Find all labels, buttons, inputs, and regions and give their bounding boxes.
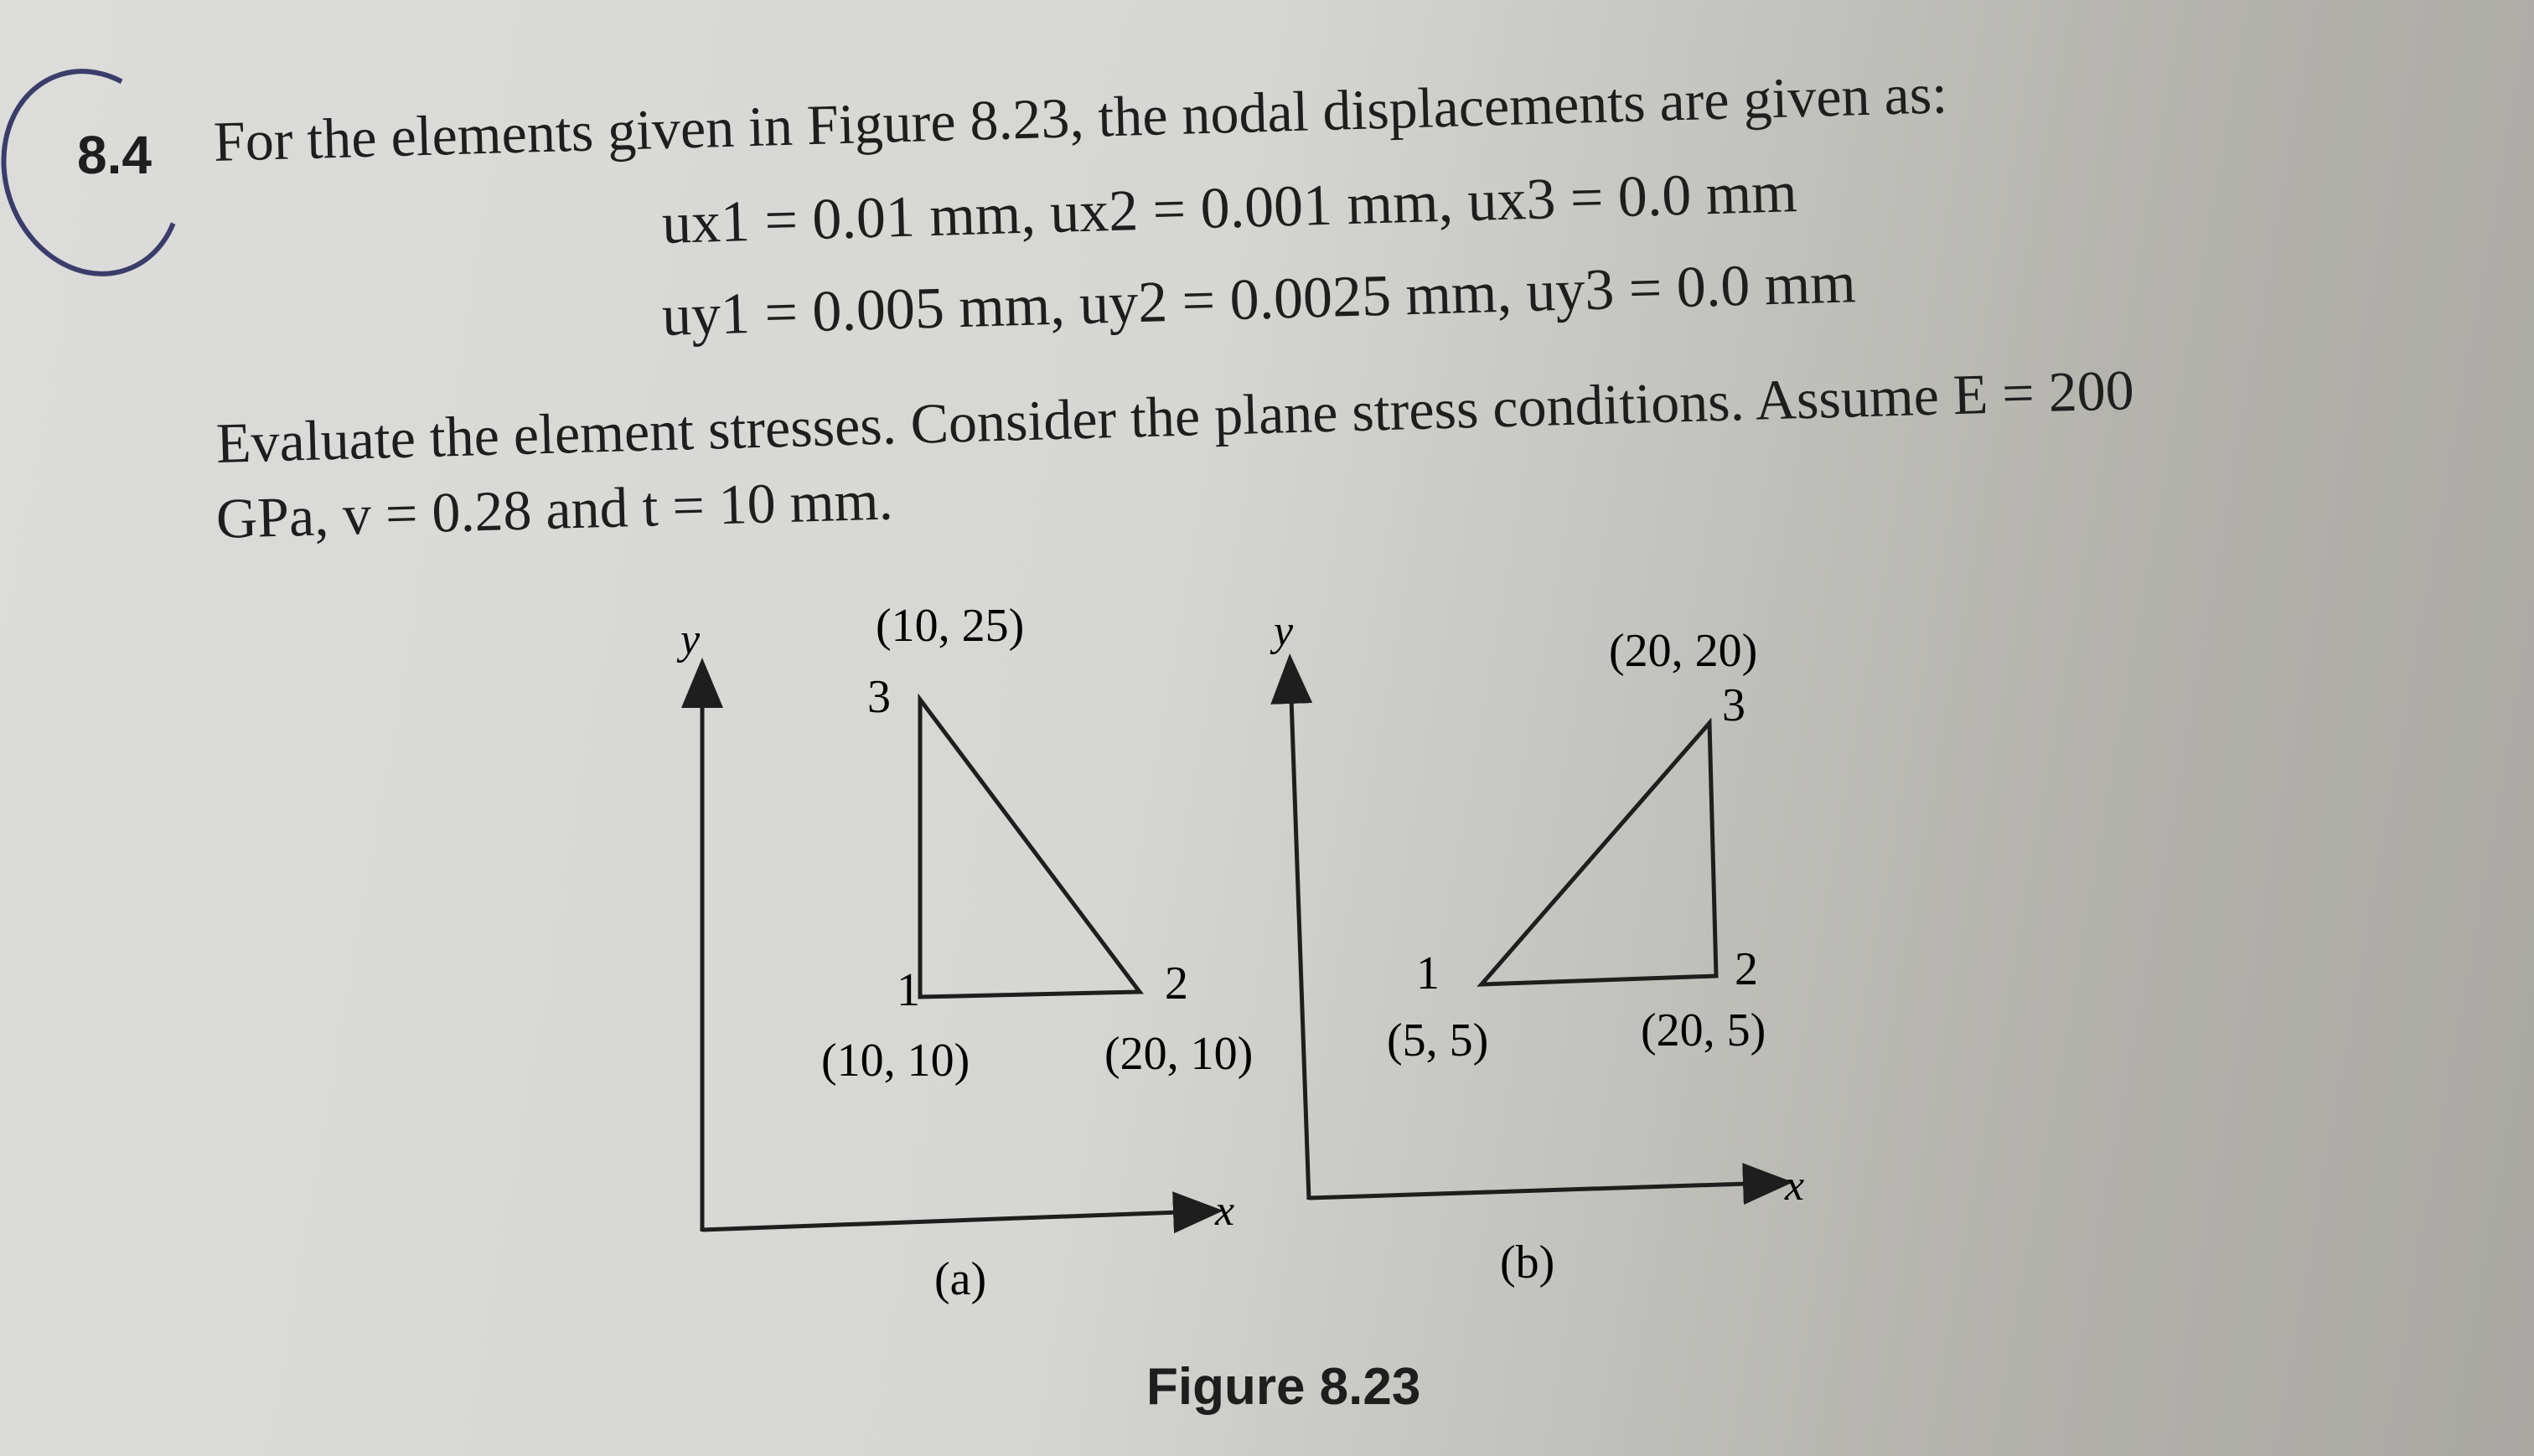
element-a-node-1-id: 1	[897, 964, 920, 1016]
element-b-node-1-id: 1	[1416, 947, 1440, 999]
element-a-node-2-id: 2	[1165, 958, 1188, 1009]
element-b-triangle	[1482, 723, 1716, 984]
displacement-line-x: ux1 = 0.01 mm, ux2 = 0.001 mm, ux3 = 0.0 mm	[660, 160, 1798, 256]
element-a-node-3-coord: (10, 25)	[876, 600, 1025, 652]
element-b-node-1-coord: (5, 5)	[1387, 1015, 1489, 1066]
element-b-x-axis	[1309, 1183, 1772, 1198]
problem-number: 8.4	[77, 125, 152, 185]
element-b-y-label: y	[1274, 607, 1294, 655]
element-a-y-label: y	[680, 616, 701, 663]
element-b-node-2-id: 2	[1735, 943, 1758, 995]
element-a-node-2-coord: (20, 10)	[1104, 1028, 1254, 1080]
element-b-node-2-coord: (20, 5)	[1641, 1004, 1766, 1056]
element-a-x-axis	[702, 1211, 1202, 1230]
element-b-label: (b)	[1500, 1237, 1555, 1288]
element-a-diagram	[676, 600, 1253, 1305]
figure-caption: Figure 8.23	[1146, 1358, 1421, 1416]
element-b-diagram	[1270, 607, 1804, 1288]
element-a-node-3-id: 3	[867, 671, 891, 723]
displacement-line-y: uy1 = 0.005 mm, uy2 = 0.0025 mm, uy3 = 0.0 mm	[660, 250, 1857, 349]
problem-text-line-1: Evaluate the element stresses. Consider the plane stress conditions. Assume E = 200	[215, 358, 2135, 475]
element-a-x-label: x	[1215, 1187, 1235, 1235]
element-b-x-label: x	[1785, 1162, 1805, 1210]
problem-intro: For the elements given in Figure 8.23, the nodal displacements are given as:	[212, 61, 1948, 173]
problem-text-line-2: GPa, v = 0.28 and t = 10 mm.	[215, 467, 894, 550]
element-b-y-axis	[1290, 674, 1309, 1200]
element-b-node-3-id: 3	[1722, 679, 1745, 731]
element-b-node-3-coord: (20, 20)	[1609, 625, 1758, 677]
element-a-node-1-coord: (10, 10)	[821, 1035, 970, 1087]
element-a-label: (a)	[934, 1253, 987, 1305]
element-a-triangle	[920, 700, 1140, 997]
